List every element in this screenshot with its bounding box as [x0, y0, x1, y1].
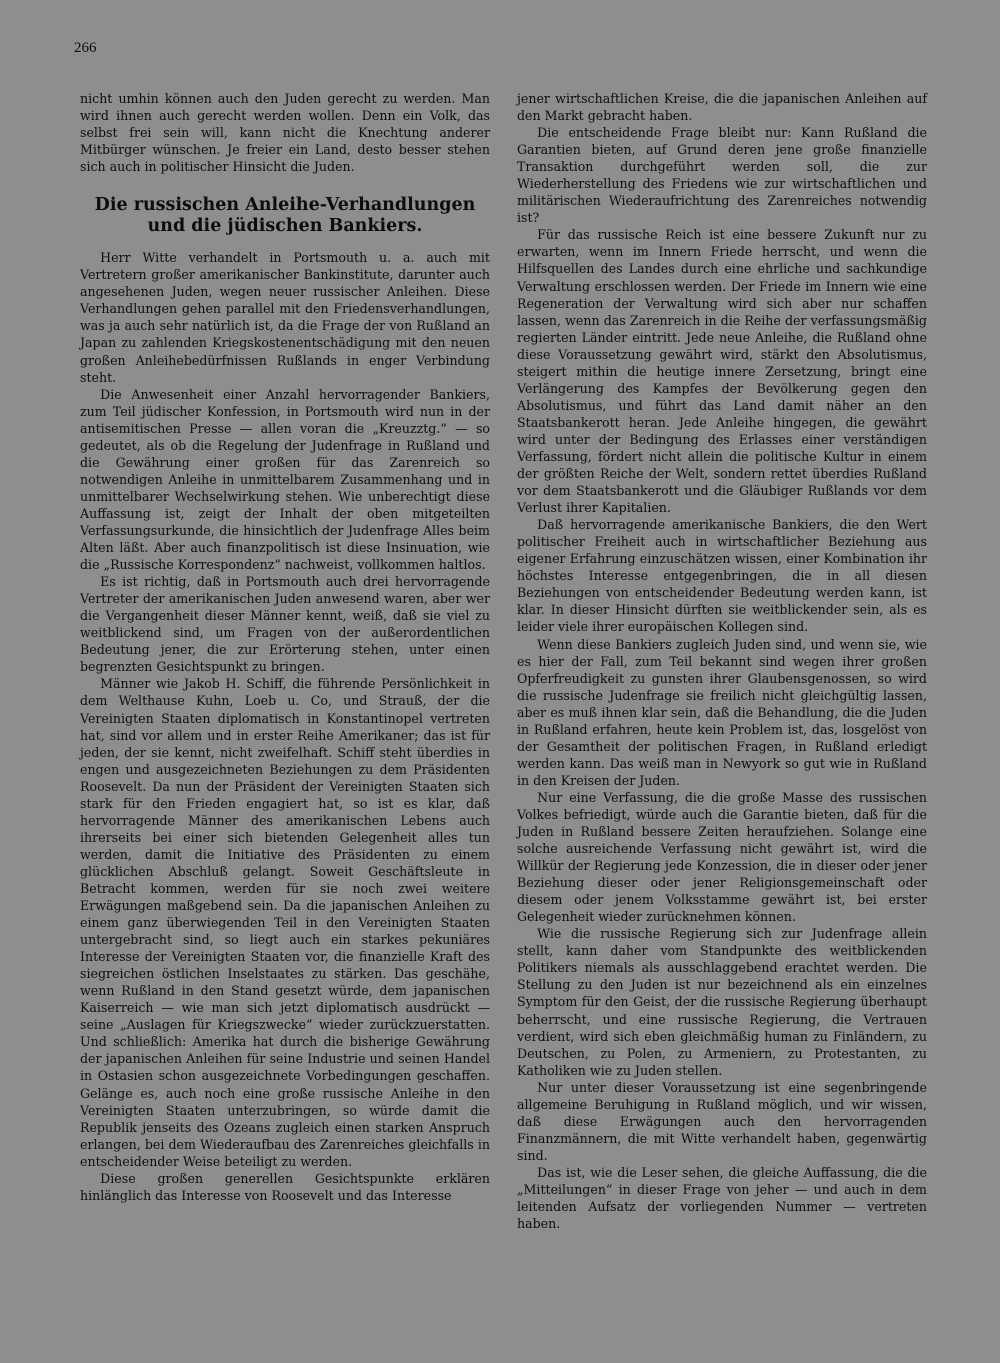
right-paragraph-6: Nur eine Verfassung, die die große Masse des russischen Volkes befriedigt, würde auch die Garantie bieten, daß für die Juden in Rußland bessere Zeiten heraufziehen. Solange eine solche ausreichende Verfassung nicht gewährt ist, wird die Willkür der Regierung jede Konzession, die in dieser oder jener Beziehung dieser oder jener Religionsgemeinschaft oder diesem oder jenem Volksstamme gewährt ist, bei erster Gelegenheit wieder zurücknehmen können. — [517, 789, 927, 925]
left-paragraph-1: Herr Witte verhandelt in Portsmouth u. a. auch mit Vertretern großer amerikanischer Bankinstitute, darunter auch angesehenen Juden, wegen neuer russischer Anleihen. Diese Verhandlungen gehen parallel mit den Friedensverhandlungen, was ja auch sehr natürlich ist, da die Frage der von Rußland an Japan zu zahlenden Kriegskostenentschädigung mit den neuen großen Anleihebedürfnissen Rußlands in enger Verbindung steht. — [80, 250, 490, 385]
right-paragraph-4: Daß hervorragende amerikanische Bankiers, die den Wert politischer Freiheit auch in wirtschaftlicher Beziehung aus eigener Erfahrung einzuschätzen wissen, einer Kombination ihr höchstes Interesse entgegenbringen, die in all diesen Beziehungen von entscheidender Bedeutung werden kann, ist klar. In dieser Hinsicht dürften sie weitblickender sein, als es leider viele ihrer europäischen Kollegen sind. — [517, 517, 927, 635]
page-number: 266 — [74, 40, 97, 56]
left-column — [80, 90, 490, 1204]
right-paragraph-5: Wenn diese Bankiers zugleich Juden sind, und wenn sie, wie es hier der Fall, zum Teil bekannt sind wegen ihrer großen Opferfreudigkeit zu gunsten ihrer Glaubensgenossen, so wird die russische Judenfrage sie freilich nicht gleichgültig lassen, aber es muß ihnen klar sein, daß die Behandlung, die die Juden in Rußland erfahren, heute kein Problem ist, das, losgelöst von der Gesamtheit der politischen Fragen, in Rußland erledigt werden kann. Das weiß man in Newyork so gut wie in Rußland in den Kreisen der Juden. — [517, 636, 927, 788]
left-paragraph-3: Es ist richtig, daß in Portsmouth auch drei hervorragende Vertreter der amerikanischen Juden anwesend waren, aber wer die Vergangenheit dieser Männer kennt, weiß, daß sie viel zu weitblickend sind, um Fragen von der außerordentlichen Bedeutung jener, die zur Erörterung stehen, unter einen begrenzten Gesichtspunkt zu bringen. — [80, 574, 490, 675]
right-paragraph-2: Die entscheidende Frage bleibt nur: Kann Rußland die Garantien bieten, auf Grund deren jene große finanzielle Transaktion durchgeführt werden soll, die zur Wiederherstellung des Friedens wie zur wirtschaftlichen und militärischen Wiederaufrichtung des Zarenreiches notwendig ist? — [517, 125, 927, 226]
right-paragraph-7: Wie die russische Regierung sich zur Judenfrage allein stellt, kann daher vom Standpunkte des weitblickenden Politikers niemals als ausschlaggebend erachtet werden. Die Stellung zu den Juden ist nur bezeichnend als ein einzelnes Symptom für den Geist, der die russische Regierung überhaupt beherrscht, und eine russische Regierung, die Vertrauen verdient, wird sich eben gleichmäßig human zu Finländern, zu Deutschen, zu Polen, zu Armeniern, zu Protestanten, zu Katholiken wie zu Juden stellen. — [517, 926, 927, 1078]
right-column — [517, 90, 927, 1232]
right-paragraph-8: Nur unter dieser Voraussetzung ist eine segenbringende allgemeine Beruhigung in Rußland möglich, und wir wissen, daß diese Erwägungen auch den hervorragenden Finanzmännern, die mit Witte verhandelt haben, gegenwärtig sind. — [517, 1079, 927, 1163]
article-headline: Die russischen Anleihe-Verhandlungen und die jüdischen Bankiers. — [94, 195, 476, 237]
right-paragraph-9: Das ist, wie die Leser sehen, die gleiche Auffassung, die die „Mitteilungen“ in dieser Frage von jeher — und auch in dem leitenden Aufsatz der vorliegenden Nummer — vertreten haben. — [517, 1164, 927, 1232]
intro-paragraph: nicht umhin können auch den Juden gerecht zu werden. Man wird ihnen auch gerecht werden wollen. Denn ein Volk, das selbst frei sein will, kann nicht die Knechtung anderer Mitbürger wünschen. Je freier ein Land, desto besser stehen sich auch in politischer Hinsicht die Juden. — [80, 91, 490, 175]
left-paragraph-2: Die Anwesenheit einer Anzahl hervorragender Bankiers, zum Teil jüdischer Konfession, in Portsmouth wird nun in der antisemitischen Presse — allen voran die „Kreuzztg.“ — so gedeutet, als ob die Regelung der Judenfrage in Rußland und die Gewährung einer großen für das Zarenreich so notwendigen Anleihe in unmittelbarem Zusammenhang und in unmittelbarer Wechselwirkung stehen. Wie unberechtigt diese Auffassung ist, zeigt der Inhalt der oben mitgeteilten Verfassungsurkunde, die hinsichtlich der Judenfrage Alles beim Alten läßt. Aber auch finanzpolitisch ist diese Insinuation, wie die „Russische Korrespondenz“ nachweist, vollkommen haltlos. — [80, 386, 490, 573]
right-paragraph-1: jener wirtschaftlichen Kreise, die die japanischen Anleihen auf den Markt gebracht haben. — [517, 91, 927, 124]
left-paragraph-4: Männer wie Jakob H. Schiff, die führende Persönlichkeit in dem Welthause Kuhn, Loeb u. Co, und Strauß, der die Vereinigten Staaten diplomatisch in Konstantinopel vertreten hat, sind vor allem und in erster Reihe Amerikaner; das ist für jeden, der sie kennt, nicht zweifelhaft. Schiff steht überdies in engen und ausgezeichneten Beziehungen zu dem Präsidenten Roosevelt. Da nun der Präsident der Vereinigten Staaten sich stark für den Frieden engagiert hat, so ist es klar, daß hervorragende Männer des amerikanischen Lebens auch ihrerseits bei einer sich bietenden Gelegenheit alles tun werden, damit die Initiative des Präsidenten zu einem glücklichen Abschluß gelangt. Soweit Geschäftsleute in Betracht kommen, werden für sie noch zwei weitere Erwägungen maßgebend sein. Da die japanischen Anleihen zu einem ganz überwiegenden Teil in den Vereinigten Staaten untergebracht sind, so liegt auch ein starkes pekuniäres Interesse der Vereinigten Staaten vor, die finanzielle Kraft des siegreichen östlichen Inselstaates zu stärken. Das geschähe, wenn Rußland in den Stand gesetzt würde, dem japanischen Kaiserreich — wie man sich jetzt diplomatisch ausdrückt — seine „Auslagen für Kriegszwecke“ wieder zurückzuerstatten. Und schließlich: Amerika hat durch die bisherige Gewährung der japanischen Anleihen für seine Industrie und seinen Handel in Ostasien schon ausgezeichnete Vorbedingungen geschaffen. Gelänge es, auch noch eine große russische Anleihe in den Vereinigten Staaten unterzubringen, so würde damit die Republik jenseits des Ozeans zugleich einen starken Anspruch erlangen, bei dem Wiederaufbau des Zarenreiches gleichfalls in entscheidender Weise beteiligt zu werden. — [80, 676, 490, 1169]
left-paragraph-5: Diese großen generellen Gesichtspunkte erklären hinlänglich das Interesse von Roosevelt und das Interesse — [80, 1170, 490, 1203]
right-paragraph-3: Für das russische Reich ist eine bessere Zukunft nur zu erwarten, wenn im Innern Friede herrscht, und wenn die Hilfsquellen des Landes durch eine ehrliche und sachkundige Verwaltung erschlossen werden. Der Friede im Innern wie eine Regeneration der Verwaltung wird sich aber nur schaffen lassen, wenn das Zarenreich in die Reihe der verfassungsmäßig regierten Länder eintritt. Jede neue Anleihe, die Rußland ohne diese Voraussetzung gewährt wird, stärkt den Absolutismus, steigert mithin die heutige innere Zersetzung, bringt eine Verlängerung des Kampfes der Bevölkerung gegen den Absolutismus, und führt das Land damit näher an den Staatsbankerott heran. Jede Anleihe hingegen, die gewährt wird unter der Bedingung des Erlasses einer verständigen Verfassung, fördert nicht allein die politische Kultur in einem der größten Reiche der Welt, sondern rettet überdies Rußland vor dem Staatsbankerott und die Gläubiger Rußlands vor dem Verlust ihrer Kapitalien. — [517, 227, 927, 516]
